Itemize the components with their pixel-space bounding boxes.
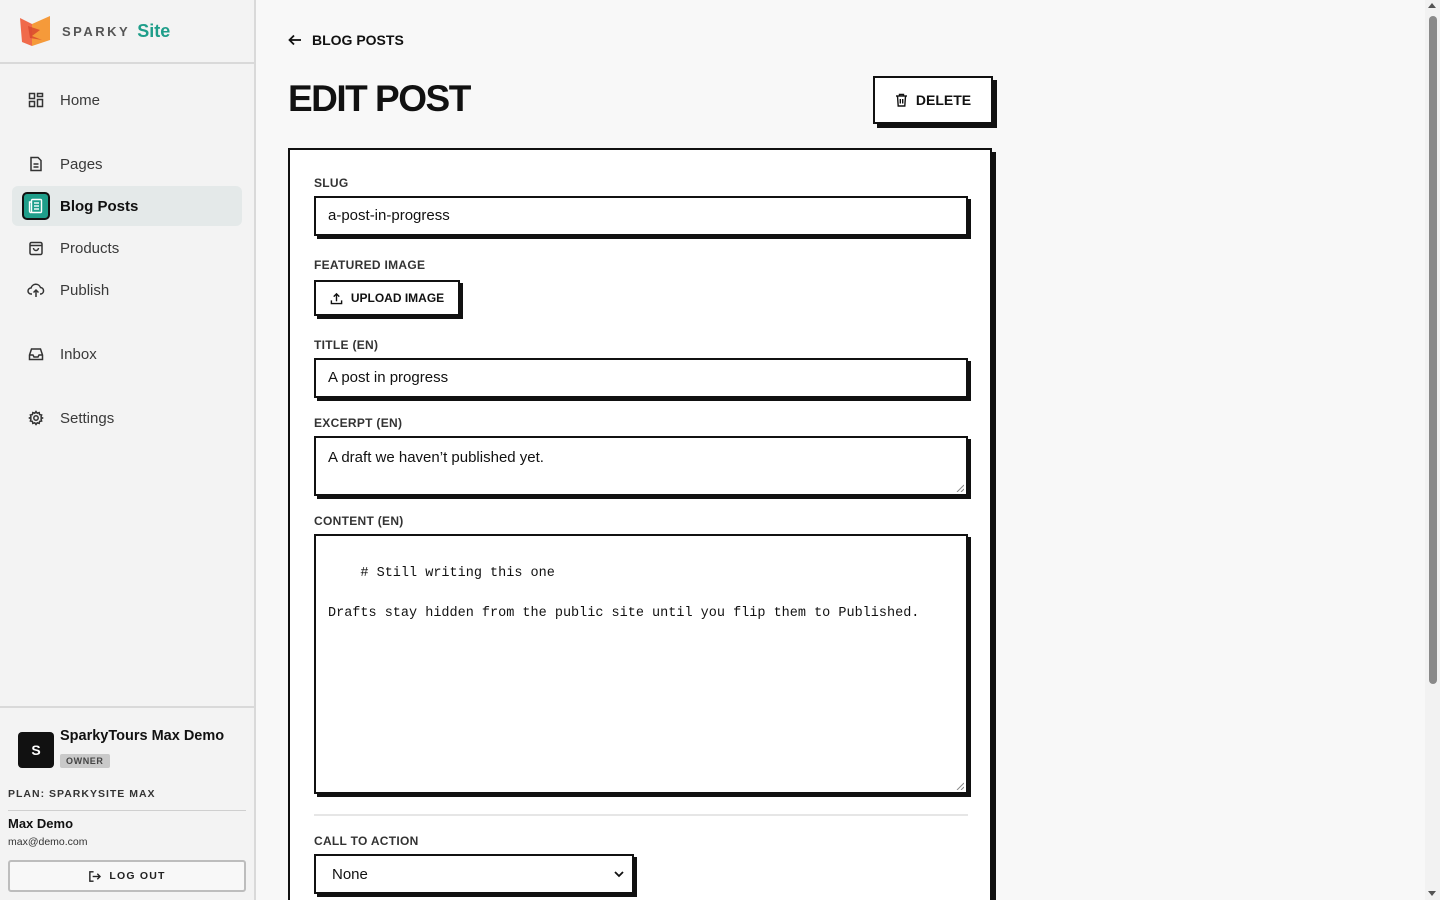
slug-field[interactable]: a-post-in-progress [314, 196, 968, 236]
content-text: # Still writing this one Drafts stay hidden from the public site until you flip them to Published. [328, 566, 920, 621]
sidebar [0, 0, 256, 900]
title-label: TITLE (EN) [314, 338, 379, 352]
sidebar-item-settings[interactable] [12, 398, 242, 438]
upload-icon [330, 292, 343, 305]
title-field[interactable]: A post in progress [314, 358, 968, 398]
slug-label: SLUG [314, 176, 349, 190]
excerpt-field[interactable] [314, 436, 968, 496]
cta-selected-value: None [332, 865, 368, 883]
logout-button[interactable] [8, 860, 246, 892]
scroll-down-icon[interactable] [1428, 891, 1436, 896]
edit-post-form [288, 148, 992, 900]
org-name: SparkyTours Max Demo [60, 728, 225, 744]
sidebar-item-label: Pages [60, 155, 103, 173]
delete-label: DELETE [915, 92, 972, 108]
resize-handle-icon[interactable] [956, 782, 964, 790]
brand[interactable] [0, 0, 254, 64]
excerpt-text: A draft we haven’t published yet. [328, 449, 544, 466]
cta-select[interactable] [314, 854, 634, 894]
sidebar-item-pages[interactable] [12, 144, 242, 184]
back-link-label: BLOG POSTS [312, 32, 404, 48]
sidebar-item-home[interactable] [12, 80, 242, 120]
resize-handle-icon[interactable] [956, 484, 964, 492]
upload-image-button[interactable] [314, 280, 460, 316]
sidebar-item-publish[interactable] [12, 270, 242, 310]
scroll-up-icon[interactable] [1428, 3, 1436, 8]
scrollbar[interactable] [1425, 0, 1440, 900]
account-panel [0, 706, 254, 900]
plan-label: PLAN: SPARKYSITE MAX [8, 788, 156, 800]
grid-icon [26, 90, 46, 110]
gear-icon [26, 408, 46, 428]
document-icon [26, 154, 46, 174]
sidebar-item-label: Blog Posts [60, 197, 139, 215]
content-field[interactable] [314, 534, 968, 794]
back-link[interactable] [288, 32, 404, 48]
role-badge: OWNER [60, 754, 110, 768]
scrollbar-thumb[interactable] [1429, 16, 1437, 684]
trash-icon [895, 93, 908, 107]
shopping-bag-icon [26, 238, 46, 258]
sidebar-item-label: Publish [60, 281, 110, 299]
cloud-upload-icon [26, 280, 46, 300]
upload-image-label: UPLOAD IMAGE [350, 291, 445, 305]
sidebar-item-label: Home [60, 91, 101, 109]
arrow-left-icon [288, 33, 302, 47]
user-name: Max Demo [8, 816, 74, 831]
logout-label: LOG OUT [109, 870, 166, 882]
sidebar-item-label: Inbox [60, 345, 97, 363]
sidebar-item-label: Settings [60, 409, 115, 427]
divider [8, 810, 246, 811]
sidebar-item-blog-posts[interactable] [12, 186, 242, 226]
sidebar-item-label: Products [60, 239, 120, 257]
divider [314, 814, 968, 816]
avatar[interactable]: S [18, 732, 54, 768]
cta-label: CALL TO ACTION [314, 834, 419, 848]
content-label: CONTENT (EN) [314, 514, 404, 528]
inbox-icon [26, 344, 46, 364]
delete-button[interactable] [873, 76, 993, 124]
chevron-down-icon [614, 871, 624, 878]
sparky-logo-icon [18, 14, 52, 48]
sidebar-item-products[interactable] [12, 228, 242, 268]
brand-suffix: Site [137, 20, 171, 41]
page-title: EDIT POST [288, 78, 470, 119]
newspaper-icon [22, 192, 50, 220]
excerpt-label: EXCERPT (EN) [314, 416, 403, 430]
user-email: max@demo.com [8, 836, 88, 848]
sidebar-item-inbox[interactable] [12, 334, 242, 374]
logout-icon [88, 870, 101, 883]
brand-name: SPARKY [62, 23, 131, 39]
featured-image-label: FEATURED IMAGE [314, 258, 426, 272]
